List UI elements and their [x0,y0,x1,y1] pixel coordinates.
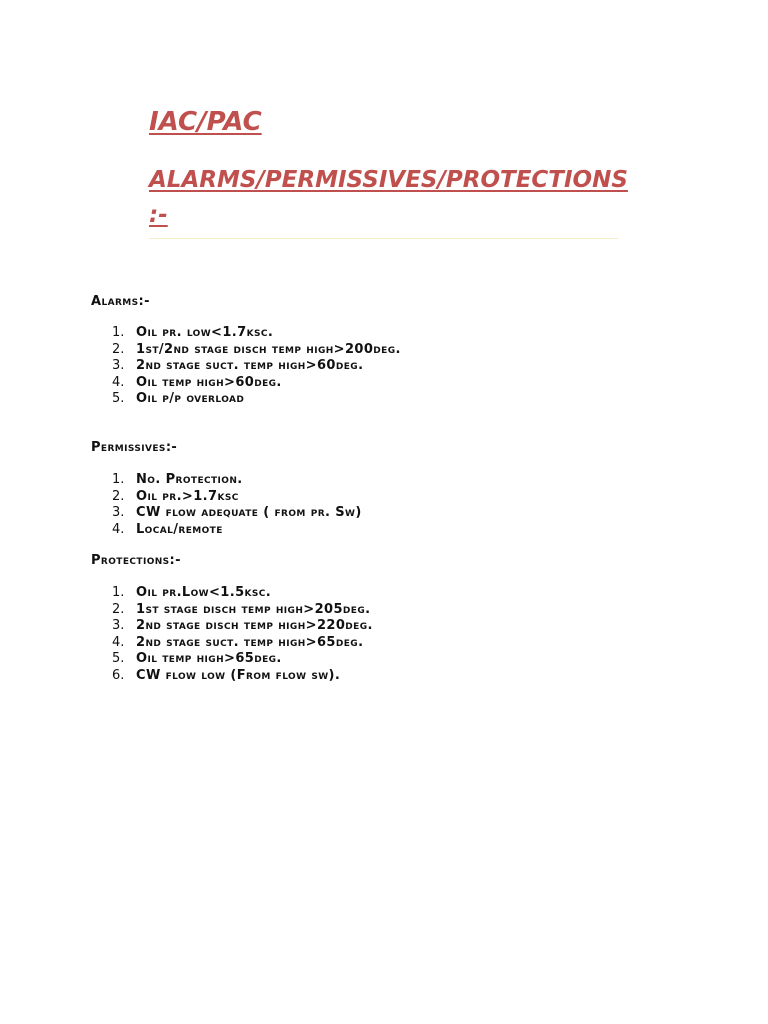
list-number: 2. [112,341,125,357]
list-item [112,358,401,375]
list-text: 1st stage disch temp high>205deg. [136,601,371,617]
list-text: Oil pr. low<1.7ksc. [136,325,274,340]
list-item [112,342,401,359]
list-number: 5. [112,651,125,667]
title-divider [149,238,618,239]
list-text: 2nd stage suct. temp high>65deg. [136,634,364,650]
list-number: 2. [112,601,125,617]
list-item [112,651,373,668]
list-item [112,325,401,342]
list-text: CW flow adequate ( from pr. Sw) [136,505,362,521]
document-subtitle: ALARMS/PERMISSIVES/PROTECTIONS :- [149,167,628,228]
document-title: IAC/PAC [149,107,262,137]
list-number: 4. [112,521,125,537]
list-text: No. Protection. [136,472,243,487]
list-item [112,618,373,635]
list-text: 1st/2nd stage disch temp high>200deg. [136,341,401,357]
permissives-list [112,472,362,538]
section-heading-permissives: Permissives:- [91,440,178,455]
list-item [112,391,401,408]
list-text: Oil temp high>65deg. [136,651,282,667]
list-number: 1. [112,325,125,340]
list-text: Oil temp high>60deg. [136,374,282,390]
list-number: 2. [112,488,125,504]
list-number: 1. [112,472,125,487]
list-text: CW flow low (From flow sw). [136,667,341,683]
list-item [112,635,373,652]
list-item [112,472,362,489]
list-number: 4. [112,374,125,390]
list-number: 4. [112,634,125,650]
section-heading-alarms: Alarms:- [91,294,150,309]
list-item [112,505,362,522]
list-text: 2nd stage suct. temp high>60deg. [136,358,364,374]
list-item [112,522,362,539]
list-text: Oil p/p overload [136,391,245,407]
list-item [112,489,362,506]
list-item [112,585,373,602]
section-heading-protections: Protections:- [91,553,181,568]
list-item [112,602,373,619]
protections-list [112,585,373,685]
alarms-list [112,325,401,408]
list-number: 3. [112,358,125,374]
list-item [112,668,373,685]
list-text: 2nd stage disch temp high>220deg. [136,618,373,634]
list-number: 3. [112,618,125,634]
list-number: 5. [112,391,125,407]
list-number: 3. [112,505,125,521]
list-text: Oil pr.>1.7ksc [136,488,239,504]
list-text: Oil pr.Low<1.5ksc. [136,585,272,600]
list-number: 1. [112,585,125,600]
list-text: Local/remote [136,521,223,537]
list-item [112,375,401,392]
list-number: 6. [112,667,125,683]
